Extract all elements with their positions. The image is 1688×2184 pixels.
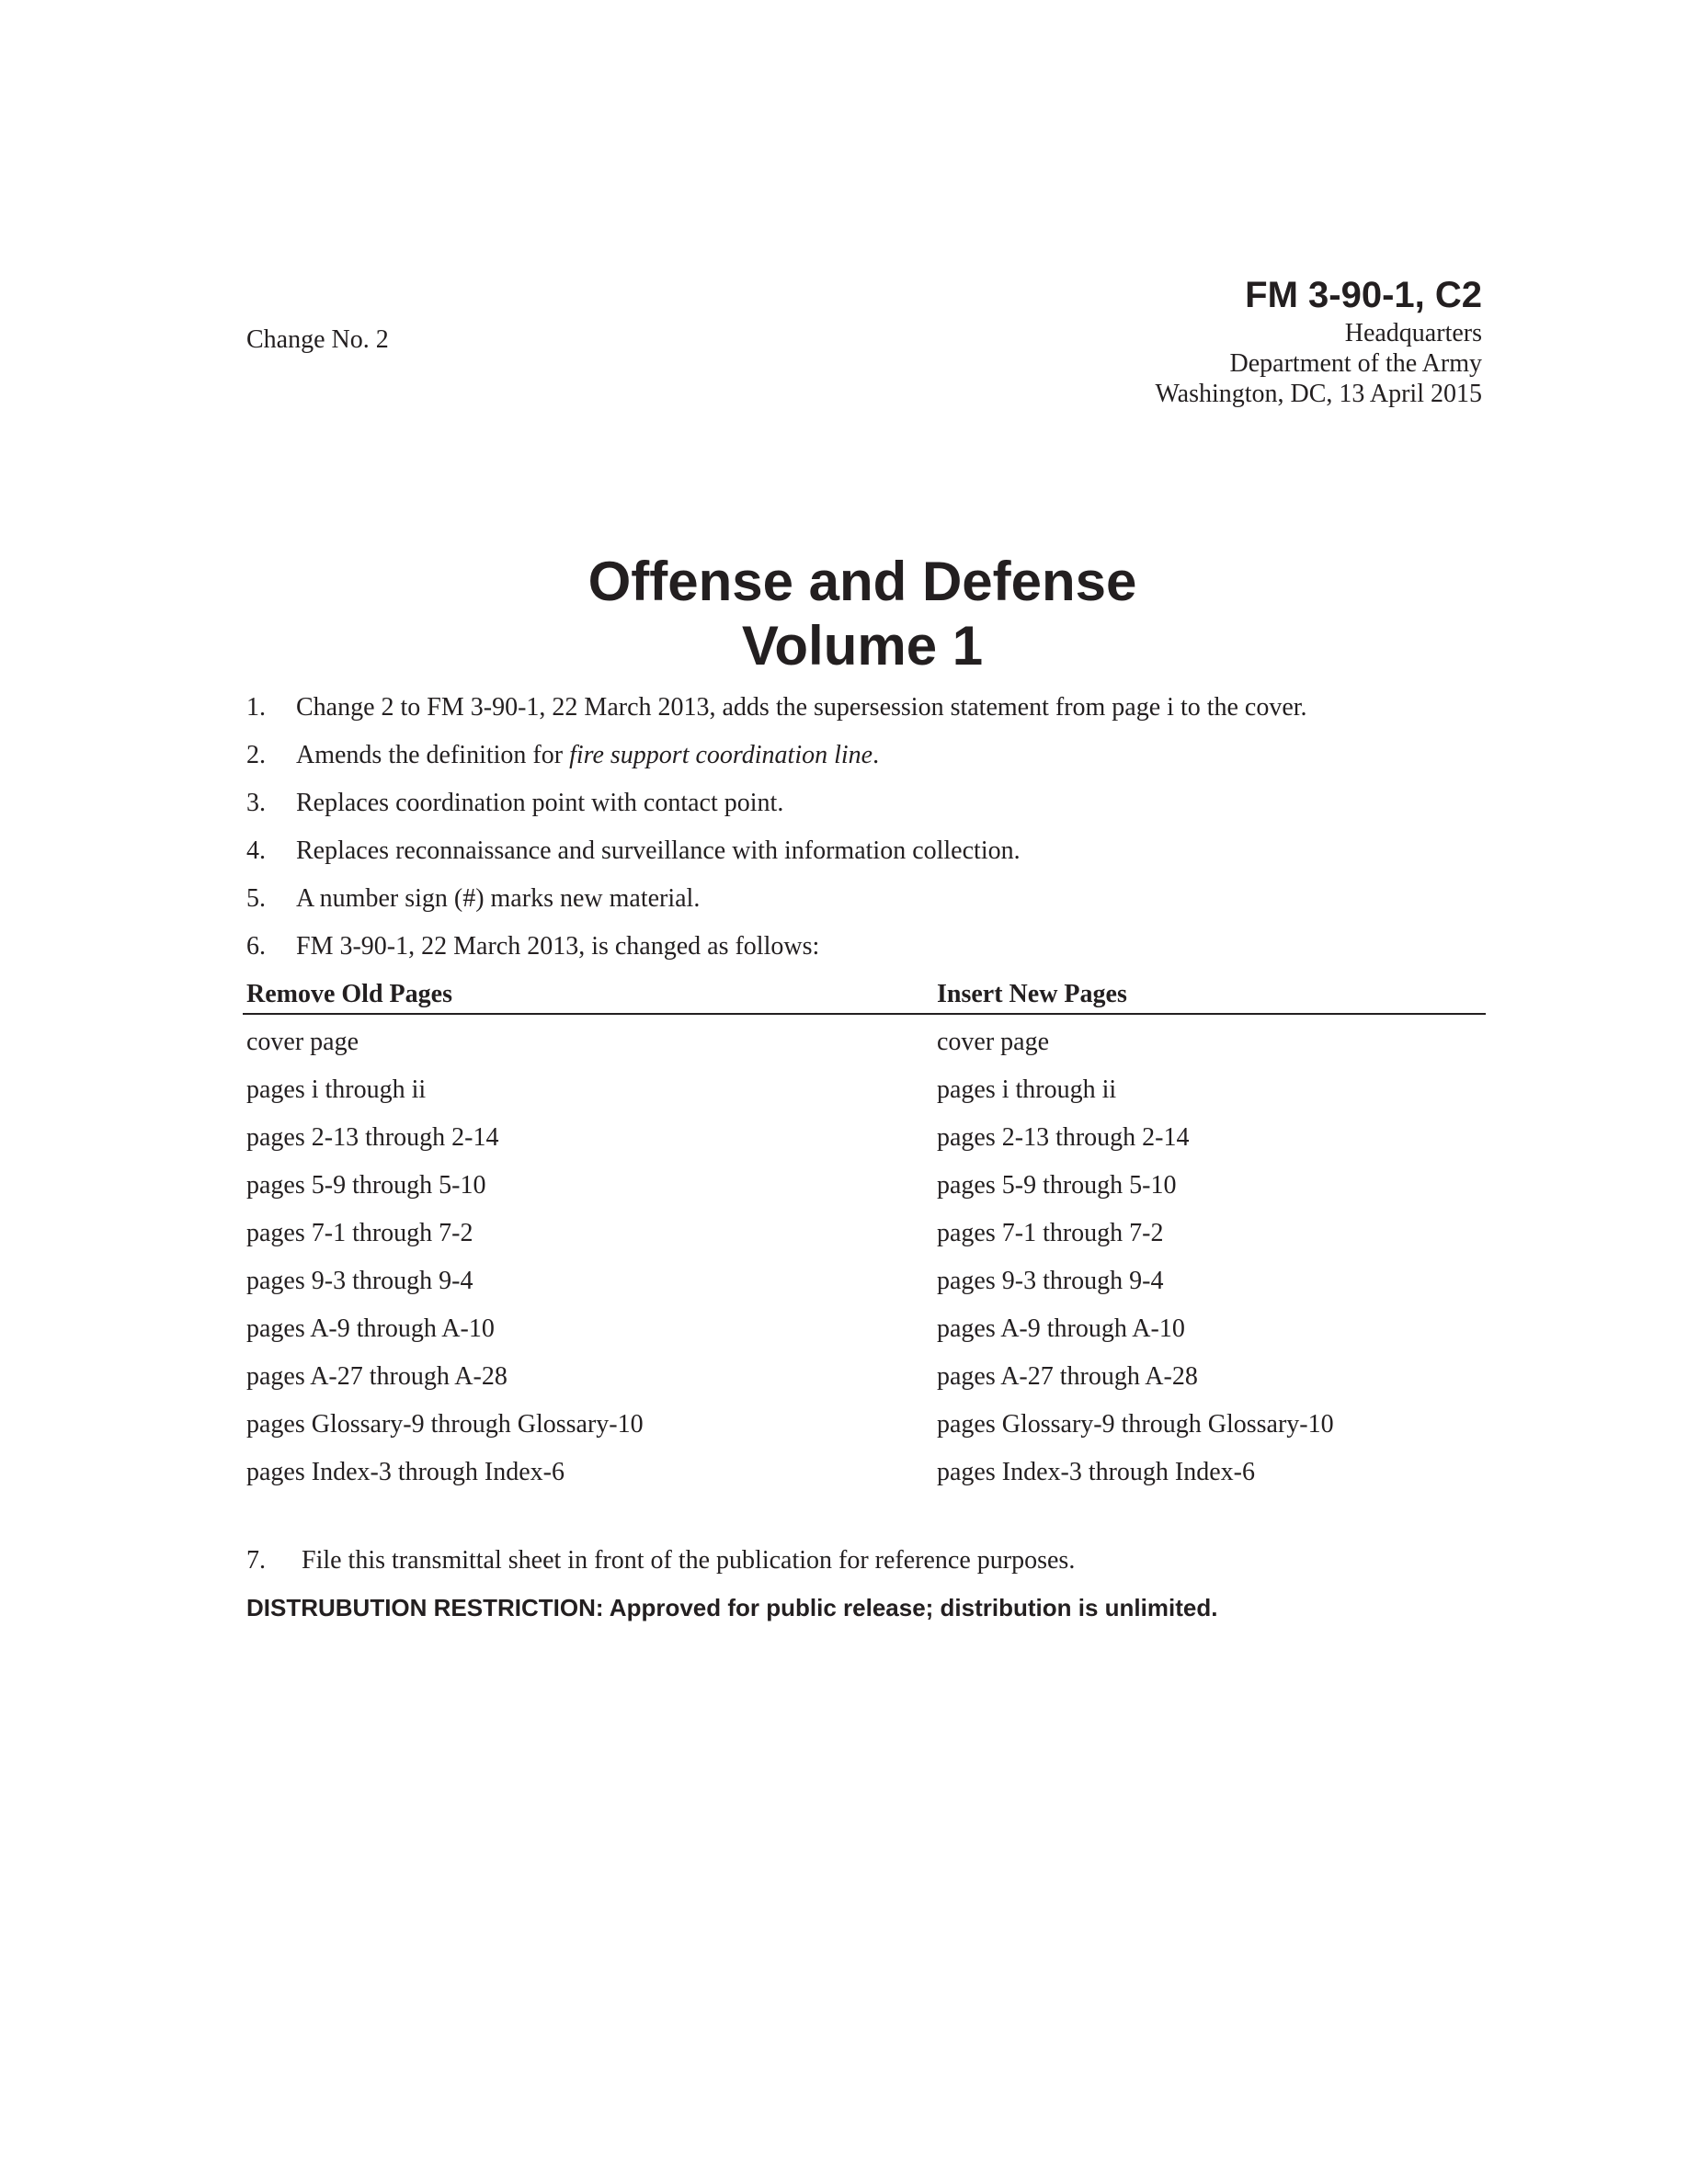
new-page-cell: pages A-27 through A-28 [937,1362,1198,1391]
org-line-department: Department of the Army [1229,349,1482,378]
list-item [246,787,1488,835]
list-item [246,930,1488,978]
table-row [243,1408,1486,1456]
old-page-cell: pages A-9 through A-10 [246,1314,495,1343]
old-page-cell: cover page [246,1028,359,1056]
new-page-cell: pages 7-1 through 7-2 [937,1219,1164,1247]
new-page-cell: pages A-9 through A-10 [937,1314,1185,1343]
item-text: Replaces coordination point with contact point. [296,789,784,817]
item-text [296,739,879,787]
item-number: 5. [246,884,266,913]
org-line-headquarters: Headquarters [1344,319,1482,347]
header-block [1155,272,1482,409]
item-number: 2. [246,741,266,769]
item-text: File this transmittal sheet in front of the publication for reference purposes. [302,1546,1076,1575]
table-row [243,1313,1486,1360]
table-row [243,1026,1486,1074]
old-page-cell: pages Glossary-9 through Glossary-10 [246,1410,644,1439]
document-number: FM 3-90-1, C2 [1245,275,1482,315]
change-number: Change No. 2 [246,325,389,354]
item-text: FM 3-90-1, 22 March 2013, is changed as follows: [296,932,820,961]
table-row [243,1074,1486,1121]
item-number: 3. [246,789,266,817]
list-item [246,835,1488,882]
table-body [243,1015,1486,1504]
item-text: A number sign (#) marks new material. [296,884,701,913]
table-row [243,1456,1486,1504]
item-text-after: . [873,741,880,769]
distribution-restriction: DISTRUBUTION RESTRICTION: Approved for public release; distribution is unlimited. [246,1594,1218,1621]
old-page-cell: pages 2-13 through 2-14 [246,1123,499,1152]
list-item [246,882,1488,930]
new-page-cell: pages i through ii [937,1075,1117,1104]
file-note [246,1544,1075,1577]
item-text: Replaces reconnaissance and surveillance with information collection. [296,836,1021,865]
list-item [246,691,1488,739]
table-row [243,1360,1486,1408]
item-number: 1. [246,693,266,722]
new-page-cell: pages 9-3 through 9-4 [937,1267,1164,1295]
old-page-cell: pages A-27 through A-28 [246,1362,508,1391]
title-line-2: Volume 1 [741,615,984,677]
old-page-cell: pages i through ii [246,1075,427,1104]
item-text-italic-term: fire support coordination line [569,741,873,769]
org-line-location-date: Washington, DC, 13 April 2015 [1155,380,1482,408]
new-page-cell: cover page [937,1028,1050,1056]
new-page-cell: pages 2-13 through 2-14 [937,1123,1190,1152]
header-remove-old-pages: Remove Old Pages [246,980,452,1008]
item-number: 4. [246,836,266,865]
change-list [246,691,1488,978]
header-insert-new-pages: Insert New Pages [937,980,1127,1008]
new-page-cell: pages 5-9 through 5-10 [937,1171,1177,1200]
table-row [243,1121,1486,1169]
item-number: 6. [246,932,266,961]
table-row [243,1169,1486,1217]
document-title [0,550,1688,678]
item-text: Change 2 to FM 3-90-1, 22 March 2013, adds the supersession statement from page i to the cover. [296,693,1307,722]
new-page-cell: pages Index-3 through Index-6 [937,1458,1256,1486]
table-header-row [243,978,1486,1015]
title-line-1: Offense and Defense [587,551,1137,612]
item-text-before: Amends the definition for [296,741,570,769]
list-item [246,739,1488,787]
old-page-cell: pages 9-3 through 9-4 [246,1267,473,1295]
old-page-cell: pages Index-3 through Index-6 [246,1458,565,1486]
old-page-cell: pages 7-1 through 7-2 [246,1219,473,1247]
table-row [243,1265,1486,1313]
old-page-cell: pages 5-9 through 5-10 [246,1171,486,1200]
table-row [243,1217,1486,1265]
item-number: 7. [246,1546,266,1575]
pages-table [243,978,1486,1504]
new-page-cell: pages Glossary-9 through Glossary-10 [937,1410,1334,1439]
